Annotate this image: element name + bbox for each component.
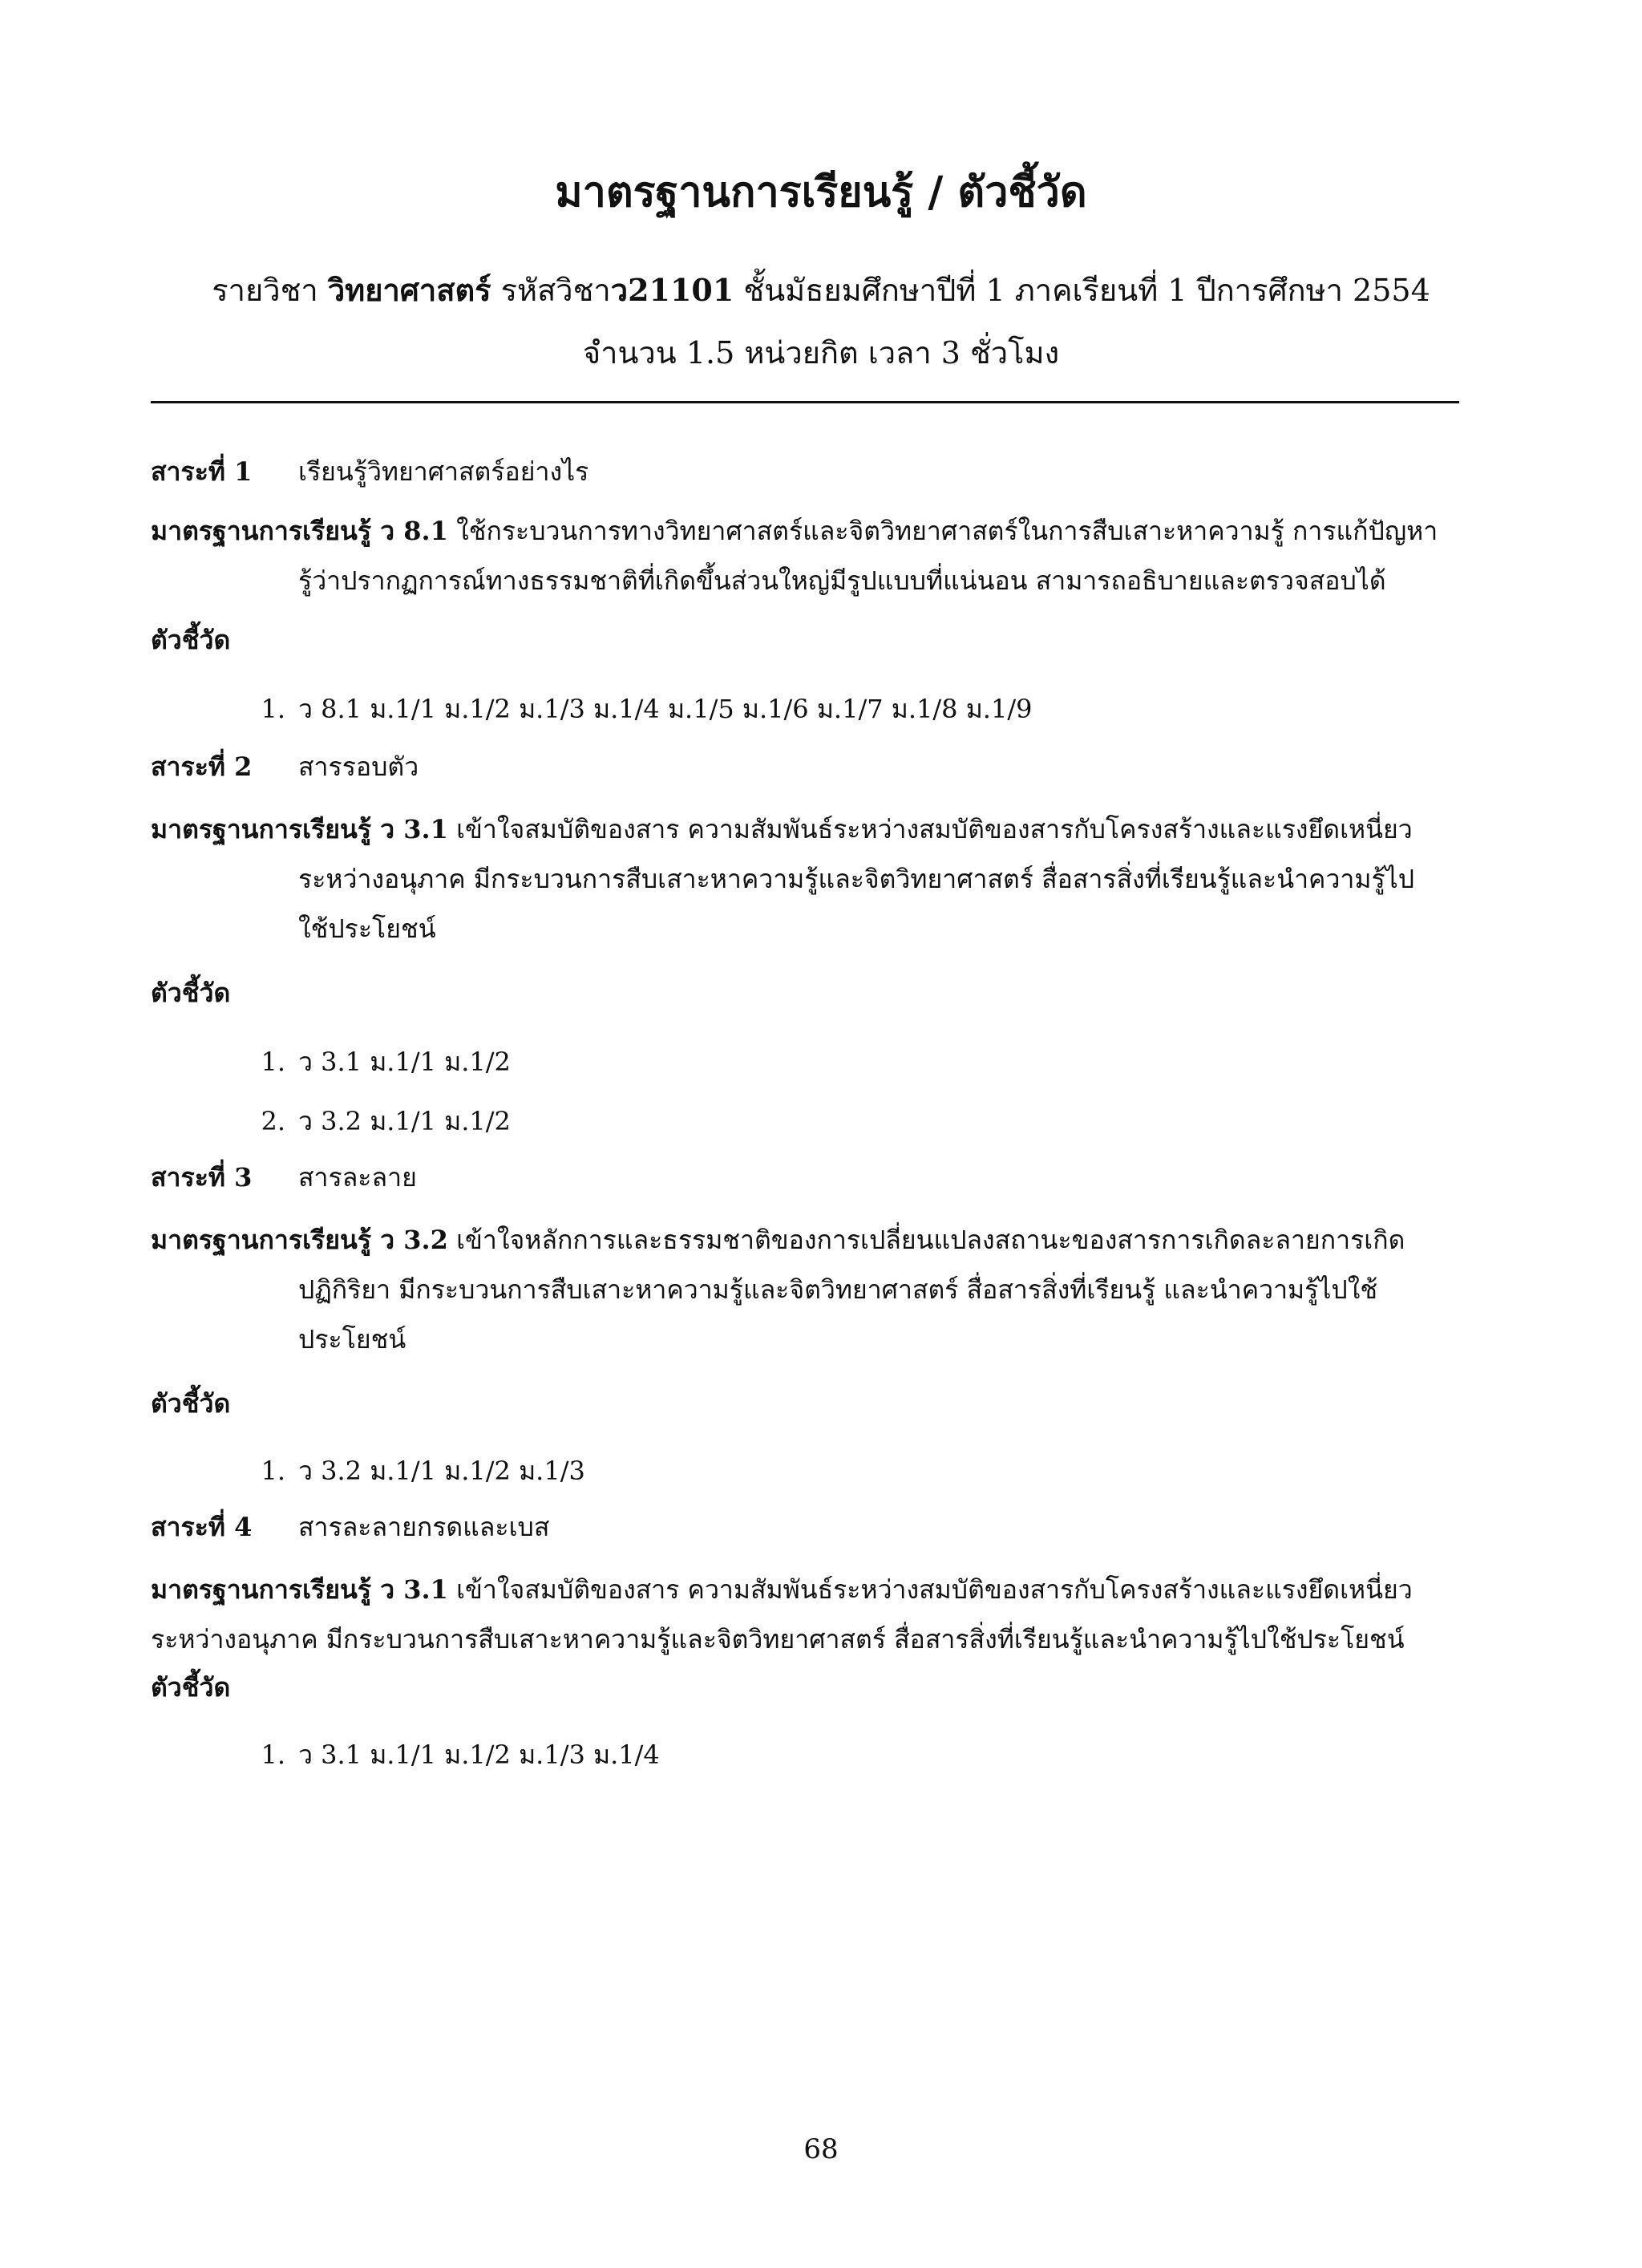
standard-code: มาตรฐานการเรียนรู้ ว 3.1 [151, 814, 448, 844]
section-topic: เรียนรู้วิทยาศาสตร์อย่างไร [298, 456, 589, 487]
standard-code: มาตรฐานการเรียนรู้ ว 3.1 [151, 1574, 448, 1605]
indicator-text: ว 3.1 ม.1/1 ม.1/2 [298, 1047, 511, 1077]
indicator-number: 1. [261, 1047, 285, 1077]
subject-name: วิทยาศาสตร์ [327, 272, 491, 308]
section-topic: สารละลาย [298, 1162, 417, 1193]
indicator-text: ว 3.1 ม.1/1 ม.1/2 ม.1/3 ม.1/4 [298, 1739, 660, 1770]
section-label: สาระที่ 2 [151, 751, 253, 782]
section-topic: สารละลายกรดและเบส [298, 1512, 550, 1542]
indicator-heading: ตัวชี้วัด [151, 625, 231, 655]
page-title: มาตรฐานการเรียนรู้ / ตัวชี้วัด [555, 168, 1087, 217]
standard-text-cont: ระหว่างอนุภาค มีกระบวนการสืบเสาะหาความรู้และจิตวิทยาศาสตร์ สื่อสารสิ่งที่เรียนรู้และนำความรู้ไปใช้ประโยชน์ [151, 1624, 1405, 1654]
code-prefix: รหัสวิชา [500, 273, 611, 308]
section-label: สาระที่ 3 [151, 1162, 253, 1193]
standard-text-cont: ระหว่างอนุภาค มีกระบวนการสืบเสาะหาความรู้และจิตวิทยาศาสตร์ สื่อสารสิ่งที่เรียนรู้และนำความรู้ไป [298, 864, 1415, 894]
standard-text: เข้าใจสมบัติของสาร ความสัมพันธ์ระหว่างสมบัติของสารกับโครงสร้างและแรงยึดเหนี่ยว [456, 1574, 1413, 1605]
indicator-text: ว 3.2 ม.1/1 ม.1/2 ม.1/3 [298, 1456, 585, 1486]
course-info-line-1 [0, 268, 1642, 313]
indicator-number: 1. [261, 1456, 285, 1486]
standard-text: เข้าใจสมบัติของสาร ความสัมพันธ์ระหว่างสมบัติของสารกับโครงสร้างและแรงยึดเหนี่ยว [456, 814, 1413, 844]
subject-prefix: รายวิชา [212, 273, 318, 308]
section-topic: สารรอบตัว [298, 751, 419, 782]
standard-line [151, 512, 1438, 550]
course-code: ว21101 [610, 272, 734, 308]
standard-text-cont: รู้ว่าปรากฏการณ์ทางธรรมชาติที่เกิดขึ้นส่วนใหญ่มีรูปแบบที่แน่นอน สามารถอธิบายและตรวจสอบได้ [298, 565, 1386, 596]
standard-text-cont: ปฏิกิริยา มีกระบวนการสืบเสาะหาความรู้และจิตวิทยาศาสตร์ สื่อสารสิ่งที่เรียนรู้ และนำความรู้ไปใช้ [298, 1274, 1378, 1305]
standard-text: ใช้กระบวนการทางวิทยาศาสตร์และจิตวิทยาศาสตร์ในการสืบเสาะหาความรู้ การแก้ปัญหา [456, 516, 1438, 546]
standard-text-cont: ประโยชน์ [298, 1324, 406, 1355]
section-label: สาระที่ 1 [151, 456, 253, 487]
standard-text: เข้าใจหลักการและธรรมชาติของการเปลี่ยนแปลงสถานะของสารการเกิดละลายการเกิด [456, 1225, 1405, 1255]
indicator-text: ว 3.2 ม.1/1 ม.1/2 [298, 1106, 511, 1136]
indicator-heading: ตัวชี้วัด [151, 1388, 231, 1419]
standard-code: มาตรฐานการเรียนรู้ ว 8.1 [151, 516, 448, 546]
standard-code: มาตรฐานการเรียนรู้ ว 3.2 [151, 1225, 448, 1255]
section-label: สาระที่ 4 [151, 1512, 253, 1542]
indicator-heading: ตัวชี้วัด [151, 978, 231, 1008]
course-level-term: ชั้นมัธยมศึกษาปีที่ 1 ภาคเรียนที่ 1 ปีการศึกษา 2554 [743, 273, 1430, 308]
indicator-number: 1. [261, 1739, 285, 1770]
standard-text-cont: ใช้ประโยชน์ [298, 913, 436, 944]
indicator-text: ว 8.1 ม.1/1 ม.1/2 ม.1/3 ม.1/4 ม.1/5 ม.1/6 ม.1/7 ม.1/8 ม.1/9 [298, 694, 1033, 724]
course-info-line-2: จำนวน 1.5 หน่วยกิต เวลา 3 ชั่วโมง [582, 335, 1060, 371]
standard-line [151, 1570, 1413, 1609]
indicator-number: 1. [261, 694, 285, 724]
indicator-heading: ตัวชี้วัด [151, 1672, 231, 1703]
standard-line [151, 1221, 1405, 1259]
indicator-number: 2. [261, 1106, 285, 1136]
standard-line [151, 810, 1413, 848]
header-divider [151, 401, 1459, 403]
page-number: 68 [803, 2133, 839, 2165]
